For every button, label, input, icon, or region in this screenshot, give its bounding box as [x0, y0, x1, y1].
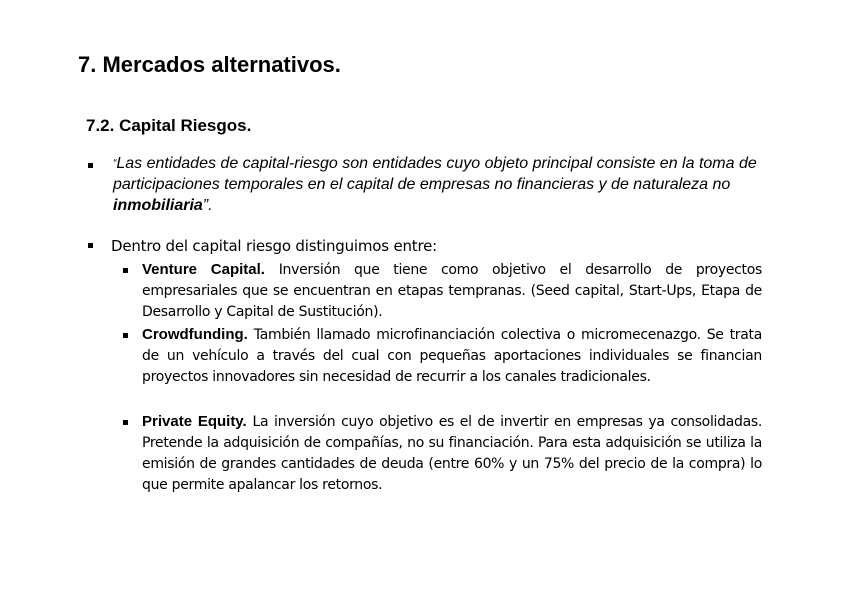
definition-quote	[113, 153, 768, 216]
slide-title: 7. Mercados alternativos.	[78, 52, 341, 77]
quote-text: Las entidades de capital-riesgo son entidades cuyo objeto principal consiste en la toma de participaciones temporales en el capital de empresas no financieras y de naturaleza no	[113, 155, 757, 193]
term-crowdfunding: Crowdfunding.	[142, 326, 248, 343]
quote-open-mark: “	[113, 158, 117, 169]
intro-text: Dentro del capital riesgo distinguimos entre:	[111, 237, 437, 255]
description-private-equity: La inversión cuyo objetivo es el de invertir en empresas ya consolidadas. Pretende la adquisición de compañías, no su financiación. Para esta adquisición se utiliza la emisión de grandes cantidades de deuda (entre 60% y un 75% del precio de la compra) lo que permite apalancar los retornos.	[142, 414, 763, 493]
sub-bullet-square-icon	[123, 333, 128, 338]
quote-emphasis: inmobiliaria	[113, 197, 203, 214]
bullet-square-icon	[88, 243, 93, 248]
term-venture-capital: Venture Capital.	[142, 261, 265, 278]
term-private-equity: Private Equity.	[142, 413, 247, 430]
section-subtitle: 7.2. Capital Riesgos.	[86, 116, 252, 135]
sub-bullet-square-icon	[123, 268, 128, 273]
quote-close: ”.	[202, 197, 213, 214]
bullet-square-icon	[88, 163, 93, 168]
description-crowdfunding: También llamado microfinanciación colectiva o micromecenazgo. Se trata de un vehículo a través del cual con pequeñas aportaciones individuales se financian proyectos innovadores sin necesidad de recurrir a los canales tradicionales.	[142, 327, 762, 385]
sub-bullet-square-icon	[123, 420, 128, 425]
description-venture-capital: Inversión que tiene como objetivo el desarrollo de proyectos empresariales que se encuentran en etapas tempranas. (Seed capital, Start-Ups, Etapa de Desarrollo y Capital de Sustitución).	[142, 262, 762, 320]
list-item-venture-capital	[142, 259, 762, 323]
list-item-private-equity	[142, 411, 762, 496]
list-item-crowdfunding	[142, 324, 762, 388]
